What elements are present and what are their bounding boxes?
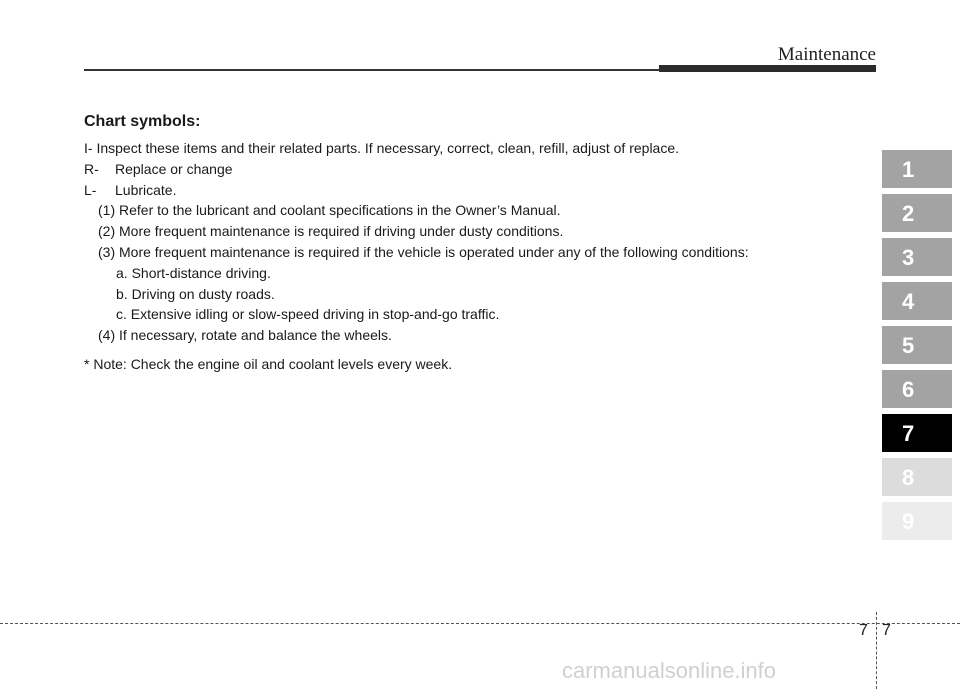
chapter-tab-1[interactable]: 1 [882,150,952,188]
chapter-tab-9[interactable]: 9 [882,502,952,540]
symbol-line-lubricate [84,180,844,201]
footnote-line: (2) More frequent maintenance is required if driving under dusty conditions. [98,223,564,240]
chapter-tab-8[interactable]: 8 [882,458,952,496]
condition-line: c. Extensive idling or slow-speed driving in stop-and-go traffic. [116,306,500,323]
chart-symbols-heading: Chart symbols: [84,113,201,130]
line-text: Replace or change [115,160,233,177]
chapter-tab-7-active[interactable]: 7 [882,414,952,452]
chapter-tab-6[interactable]: 6 [882,370,952,408]
header-rule-accent [659,65,876,72]
line-text: Lubricate. [115,181,177,198]
condition-line: a. Short-distance driving. [116,264,271,281]
chart-symbols-section [84,112,844,374]
watermark: carmanualsonline.info [562,658,777,683]
footnote-line: (1) Refer to the lubricant and coolant specifications in the Owner’s Manual. [98,202,561,219]
page-chapter-number: 7 [859,622,868,639]
line-text: I- Inspect these items and their related parts. If necessary, correct, clean, refill, adjust of replace. [84,140,680,156]
condition-line: b. Driving on dusty roads. [116,285,275,302]
symbol-line-replace [84,159,844,180]
footnote-line: (4) If necessary, rotate and balance the wheels. [98,327,392,344]
symbol-tag: R- [84,160,99,177]
chapter-tab-2[interactable]: 2 [882,194,952,232]
note-text: * Note: Check the engine oil and coolant levels every week. [84,355,453,372]
footnote-line: (3) More frequent maintenance is required if the vehicle is operated under any of the following conditions: [98,243,749,260]
symbol-line-inspect [84,138,844,159]
chapter-tab-4[interactable]: 4 [882,282,952,320]
header-rule [84,69,660,71]
footer-divider [0,623,960,624]
chapter-tab-5[interactable]: 5 [882,326,952,364]
section-title: Maintenance [777,44,876,65]
page-number: 7 [882,622,891,639]
footer-vertical-divider [876,612,877,689]
symbol-tag: L- [84,181,97,198]
chapter-tab-3[interactable]: 3 [882,238,952,276]
